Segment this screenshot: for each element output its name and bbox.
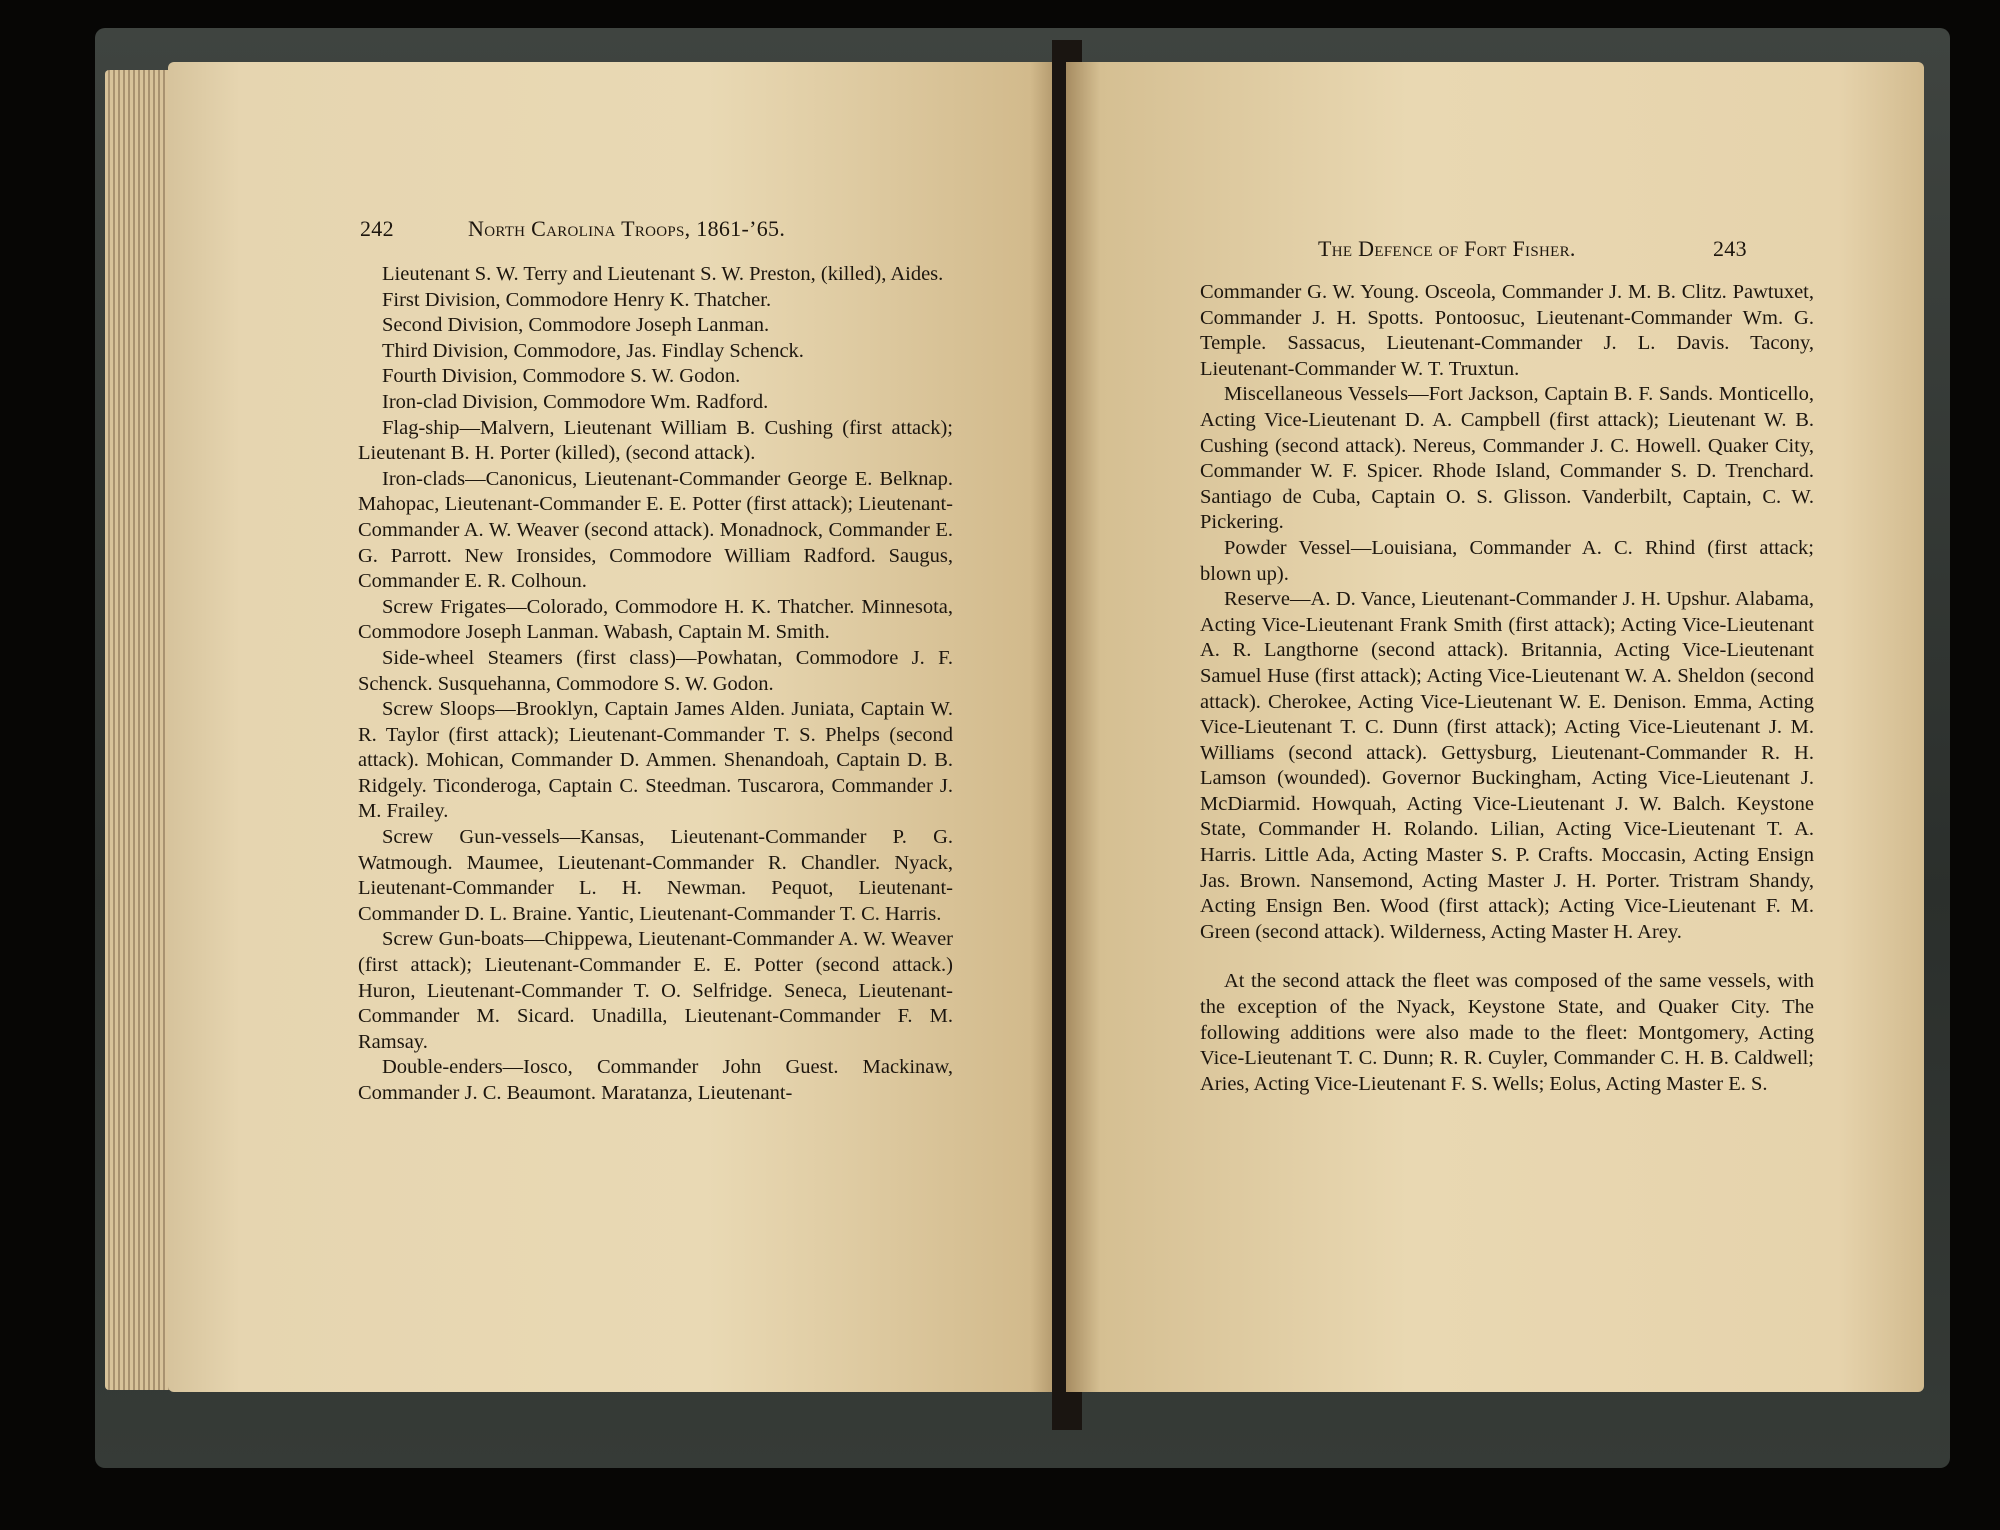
paragraph: Powder Vessel—Louisiana, Commander A. C. Rhind (first attack; blown up). — [1200, 536, 1814, 585]
running-head-right: The Defence of Fort Fisher. — [1318, 236, 1576, 261]
right-page — [1066, 62, 1924, 1392]
paragraph: Lieutenant S. W. Terry and Lieutenant S. W. Preston, (killed), Aides. — [382, 263, 944, 285]
paragraph: Iron-clads—Canonicus, Lieutenant-Commander George E. Belknap. Mahopac, Lieutenant-Commander E. E. Potter (first attack); Lieutenant-Commander A. W. Weaver (second attack). Monadnock, Commander E. G. Parrott. New Ironsides, Commodore William Radford. Saugus, Commander E. R. Colhoun. — [358, 467, 953, 593]
paragraph: Fourth Division, Commodore S. W. Godon. — [382, 365, 741, 388]
left-page — [168, 62, 1066, 1392]
page-number-left: 242 — [360, 216, 394, 241]
right-body — [1200, 280, 1814, 1097]
paragraph: Screw Gun-vessels—Kansas, Lieutenant-Commander P. G. Watmough. Maumee, Lieutenant-Commander R. Chandler. Nyack, Lieutenant-Commander L. H. Newman. Pequot, Lieutenant-Commander D. L. Braine. Yantic, Lieutenant-Commander T. C. Harris. — [358, 826, 953, 925]
paragraph: At the second attack the fleet was composed of the same vessels, with the exception of the Nyack, Keystone State, and Quaker City. The following additions were also made to the fleet: Montgomery, Acting Vice-Lieutenant T. C. Dunn; R. R. Cuyler, Commander C. H. B. Caldwell; Aries, Acting Vice-Lieutenant F. S. Wells; Eolus, Acting Master E. S. — [1200, 970, 1814, 1095]
paragraph: Flag-ship—Malvern, Lieutenant William B. Cushing (first attack); Lieutenant B. H. Porter (killed), (second attack). — [358, 416, 953, 465]
left-body — [358, 262, 953, 1107]
paragraph: Commander G. W. Young. Osceola, Commander J. M. B. Clitz. Pawtuxet, Commander J. H. Spotts. Pontoosuc, Lieutenant-Commander Wm. G. Temple. Sassacus, Lieutenant-Commander J. L. Davis. Tacony, Lieutenant-Commander W. T. Truxtun. — [1200, 281, 1814, 380]
paragraph: Screw Frigates—Colorado, Commodore H. K. Thatcher. Minnesota, Commodore Joseph Lanman. Wabash, Captain M. Smith. — [358, 595, 953, 644]
paragraph: Third Division, Commodore, Jas. Findlay Schenck. — [382, 339, 804, 362]
paragraph: Side-wheel Steamers (first class)—Powhatan, Commodore J. F. Schenck. Susquehanna, Commodore S. W. Godon. — [358, 646, 953, 695]
paragraph: Miscellaneous Vessels—Fort Jackson, Captain B. F. Sands. Monticello, Acting Vice-Lieutenant D. A. Campbell (first attack); Lieutenant W. B. Cushing (second attack). Nereus, Commander J. C. Howell. Quaker City, Commander W. F. Spicer. Rhode Island, Commander S. D. Trenchard. Santiago de Cuba, Captain O. S. Glisson. Vanderbilt, Captain, C. W. Pickering. — [1200, 383, 1814, 534]
paragraph: Screw Gun-boats—Chippewa, Lieutenant-Commander A. W. Weaver (first attack); Lieutenant-Commander E. E. Potter (second attack.) Huron, Lieutenant-Commander T. O. Selfridge. Seneca, Lieutenant-Commander M. Sicard. Unadilla, Lieutenant-Commander F. M. Ramsay. — [358, 928, 953, 1053]
paragraph: First Division, Commodore Henry K. Thatcher. — [382, 288, 772, 311]
paragraph: Second Division, Commodore Joseph Lanman. — [382, 314, 770, 337]
page-edges — [105, 70, 173, 1390]
paragraph: Reserve—A. D. Vance, Lieutenant-Commander J. H. Upshur. Alabama, Acting Vice-Lieutenant Frank Smith (first attack); Acting Vice-Lieutenant A. R. Langthorne (second attack). Britannia, Acting Vice-Lieutenant Samuel Huse (first attack); Acting Vice-Lieutenant W. A. Sheldon (second attack). Cherokee, Acting Vice-Lieutenant W. E. Denison. Emma, Acting Vice-Lieutenant T. C. Dunn (first attack); Acting Vice-Lieutenant J. M. Williams (second attack). Gettysburg, Lieutenant-Commander R. H. Lamson (wounded). Governor Buckingham, Acting Vice-Lieutenant J. McDiarmid. Howquah, Acting Vice-Lieutenant J. W. Balch. Keystone State, Commander H. Rolando. Lilian, Acting Vice-Lieutenant T. A. Harris. Little Ada, Acting Master S. P. Crafts. Moccasin, Acting Ensign Jas. Brown. Nansemond, Acting Master J. H. Porter. Tristram Shandy, Acting Ensign Ben. Wood (first attack); Acting Vice-Lieutenant F. M. Green (second attack). Wilderness, Acting Master H. Arey. — [1200, 588, 1814, 943]
paragraph: Iron-clad Division, Commodore Wm. Radford. — [382, 390, 769, 413]
paragraph: Screw Sloops—Brooklyn, Captain James Alden. Juniata, Captain W. R. Taylor (first attack); Lieutenant-Commander T. S. Phelps (second attack). Mohican, Commander D. Ammen. Shenandoah, Captain D. B. Ridgely. Ticonderoga, Captain C. Steedman. Tuscarora, Commander J. M. Frailey. — [358, 698, 953, 823]
running-head-left: North Carolina Troops, 1861-’65. — [468, 216, 786, 241]
page-number-right: 243 — [1713, 236, 1747, 261]
paragraph: Double-enders—Iosco, Commander John Guest. Mackinaw, Commander J. C. Beaumont. Maratanza, Lieutenant- — [358, 1056, 953, 1104]
